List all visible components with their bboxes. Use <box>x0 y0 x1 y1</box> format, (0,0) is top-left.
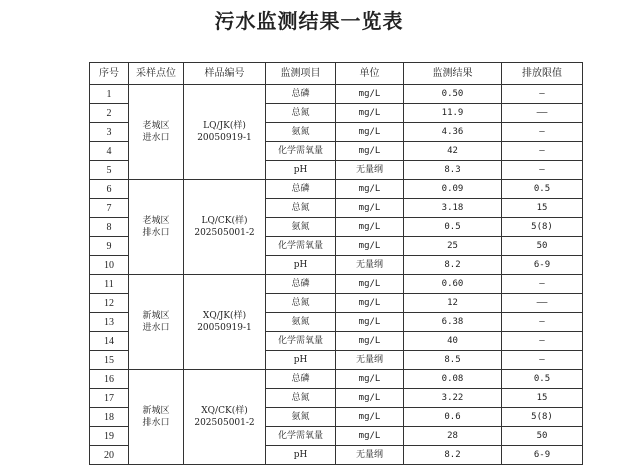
row-seq: 14 <box>90 332 129 351</box>
row-item: pH <box>266 446 336 465</box>
row-result: 12 <box>404 294 502 313</box>
header-sample-code: 样品编号 <box>184 63 266 85</box>
row-unit: mg/L <box>336 199 404 218</box>
site-line: 排水口 <box>142 228 170 238</box>
header-result: 监测结果 <box>404 63 502 85</box>
row-seq: 15 <box>90 351 129 370</box>
site-line: 新城区 <box>142 406 170 416</box>
row-seq: 2 <box>90 104 129 123</box>
code-line: 202505001-2 <box>194 418 255 428</box>
row-item: 总氮 <box>266 294 336 313</box>
code-line: 202505001-2 <box>194 228 255 238</box>
row-item: 总磷 <box>266 275 336 294</box>
row-result: 3.22 <box>404 389 502 408</box>
row-unit: mg/L <box>336 218 404 237</box>
sampling-site <box>129 85 184 180</box>
row-unit: mg/L <box>336 123 404 142</box>
page-title: 污水监测结果一览表 <box>214 9 404 33</box>
row-unit: 无量纲 <box>336 446 404 465</box>
results-table <box>89 62 583 465</box>
row-limit: 50 <box>502 237 583 256</box>
row-result: 0.6 <box>404 408 502 427</box>
row-limit: – <box>502 275 583 294</box>
row-seq: 17 <box>90 389 129 408</box>
row-unit: mg/L <box>336 275 404 294</box>
header-row <box>90 63 583 85</box>
header-limit: 排放限值 <box>502 63 583 85</box>
row-unit: mg/L <box>336 237 404 256</box>
row-unit: mg/L <box>336 104 404 123</box>
row-limit: 5(8) <box>502 218 583 237</box>
row-result: 11.9 <box>404 104 502 123</box>
row-item: 氨氮 <box>266 123 336 142</box>
table-row <box>90 85 583 104</box>
row-result: 42 <box>404 142 502 161</box>
row-result: 0.09 <box>404 180 502 199</box>
row-limit: 15 <box>502 199 583 218</box>
row-item: 化学需氧量 <box>266 427 336 446</box>
header-item: 监测项目 <box>266 63 336 85</box>
row-result: 6.38 <box>404 313 502 332</box>
row-seq: 10 <box>90 256 129 275</box>
row-result: 8.3 <box>404 161 502 180</box>
row-unit: mg/L <box>336 180 404 199</box>
row-seq: 5 <box>90 161 129 180</box>
row-item: pH <box>266 351 336 370</box>
row-result: 8.2 <box>404 446 502 465</box>
row-result: 0.60 <box>404 275 502 294</box>
code-line: XQ/CK(样) <box>201 406 248 416</box>
row-seq: 11 <box>90 275 129 294</box>
site-line: 排水口 <box>142 418 170 428</box>
sampling-site <box>129 370 184 465</box>
row-result: 8.5 <box>404 351 502 370</box>
row-item: 化学需氧量 <box>266 332 336 351</box>
sampling-site <box>129 180 184 275</box>
row-unit: mg/L <box>336 389 404 408</box>
row-unit: mg/L <box>336 332 404 351</box>
row-result: 0.50 <box>404 85 502 104</box>
row-unit: mg/L <box>336 313 404 332</box>
row-item: 总磷 <box>266 370 336 389</box>
sampling-site <box>129 275 184 370</box>
row-limit: 6-9 <box>502 256 583 275</box>
row-item: 化学需氧量 <box>266 142 336 161</box>
row-seq: 19 <box>90 427 129 446</box>
sample-code <box>184 275 266 370</box>
row-seq: 9 <box>90 237 129 256</box>
row-item: 化学需氧量 <box>266 237 336 256</box>
row-unit: mg/L <box>336 408 404 427</box>
code-line: XQ/JK(样) <box>202 311 247 321</box>
table-row <box>90 370 583 389</box>
code-line: LQ/JK(样) <box>203 121 246 131</box>
header-unit: 单位 <box>336 63 404 85</box>
table-row <box>90 275 583 294</box>
row-unit: mg/L <box>336 294 404 313</box>
row-unit: mg/L <box>336 85 404 104</box>
row-item: 总氮 <box>266 199 336 218</box>
row-limit: 0.5 <box>502 370 583 389</box>
site-line: 老城区 <box>142 216 170 226</box>
row-seq: 6 <box>90 180 129 199</box>
row-item: 氨氮 <box>266 408 336 427</box>
site-line: 新城区 <box>142 311 170 321</box>
sample-code <box>184 180 266 275</box>
site-line: 进水口 <box>142 133 170 143</box>
code-line: 20050919-1 <box>197 323 252 333</box>
row-limit: – <box>502 123 583 142</box>
row-item: 氨氮 <box>266 218 336 237</box>
row-seq: 3 <box>90 123 129 142</box>
row-result: 0.08 <box>404 370 502 389</box>
row-seq: 7 <box>90 199 129 218</box>
row-unit: 无量纲 <box>336 351 404 370</box>
site-line: 老城区 <box>142 121 170 131</box>
row-item: 总磷 <box>266 85 336 104</box>
row-unit: mg/L <box>336 142 404 161</box>
row-result: 25 <box>404 237 502 256</box>
row-result: 4.36 <box>404 123 502 142</box>
row-item: 氨氮 <box>266 313 336 332</box>
row-limit: 0.5 <box>502 180 583 199</box>
row-seq: 1 <box>90 85 129 104</box>
row-result: 40 <box>404 332 502 351</box>
row-seq: 8 <box>90 218 129 237</box>
sample-code <box>184 370 266 465</box>
row-seq: 18 <box>90 408 129 427</box>
row-limit: –– <box>502 294 583 313</box>
site-line: 进水口 <box>142 323 170 333</box>
row-result: 28 <box>404 427 502 446</box>
row-seq: 12 <box>90 294 129 313</box>
header-site: 采样点位 <box>129 63 184 85</box>
row-limit: – <box>502 161 583 180</box>
row-item: pH <box>266 161 336 180</box>
sample-code <box>184 85 266 180</box>
row-item: 总磷 <box>266 180 336 199</box>
header-seq: 序号 <box>90 63 129 85</box>
row-result: 0.5 <box>404 218 502 237</box>
row-limit: 15 <box>502 389 583 408</box>
row-item: pH <box>266 256 336 275</box>
row-unit: 无量纲 <box>336 161 404 180</box>
table-row <box>90 180 583 199</box>
row-limit: – <box>502 351 583 370</box>
code-line: LQ/CK(样) <box>201 216 248 226</box>
code-line: 20050919-1 <box>197 133 252 143</box>
row-seq: 16 <box>90 370 129 389</box>
row-limit: –– <box>502 104 583 123</box>
row-limit: – <box>502 142 583 161</box>
row-seq: 13 <box>90 313 129 332</box>
row-result: 8.2 <box>404 256 502 275</box>
row-unit: mg/L <box>336 427 404 446</box>
row-seq: 4 <box>90 142 129 161</box>
row-unit: mg/L <box>336 370 404 389</box>
row-item: 总氮 <box>266 389 336 408</box>
row-unit: 无量纲 <box>336 256 404 275</box>
row-result: 3.18 <box>404 199 502 218</box>
row-limit: – <box>502 85 583 104</box>
row-limit: – <box>502 313 583 332</box>
row-item: 总氮 <box>266 104 336 123</box>
row-seq: 20 <box>90 446 129 465</box>
row-limit: 5(8) <box>502 408 583 427</box>
row-limit: 50 <box>502 427 583 446</box>
row-limit: 6-9 <box>502 446 583 465</box>
row-limit: – <box>502 332 583 351</box>
